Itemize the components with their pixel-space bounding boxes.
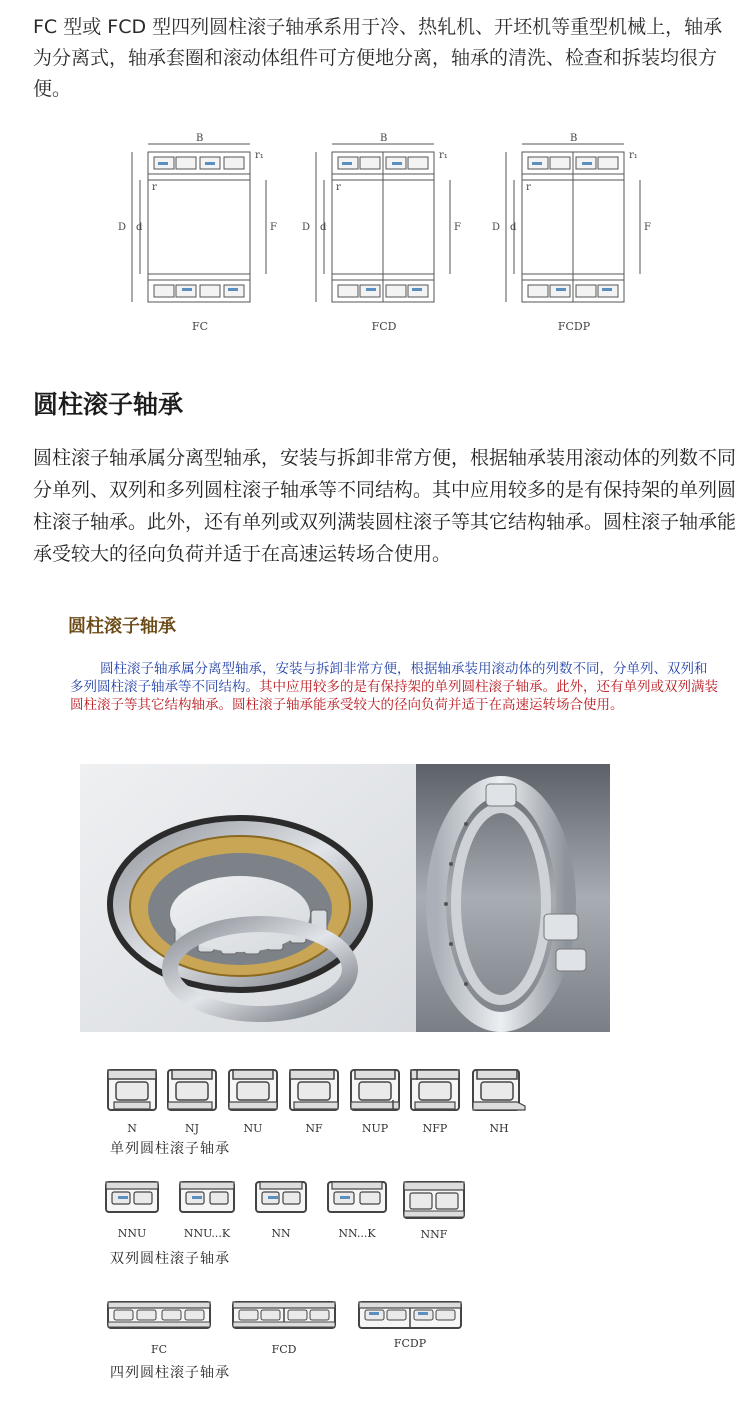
- card-title: 圆柱滚子轴承: [68, 616, 176, 637]
- bearing-nn-icon: [254, 1180, 308, 1214]
- bearing-fcd-icon: [231, 1300, 337, 1330]
- type-label-nup: NUP: [361, 1122, 389, 1135]
- bearing-type-nn-k: [326, 1180, 388, 1240]
- bearing-fc-icon: [106, 1300, 212, 1330]
- type-label-nf: NF: [305, 1122, 323, 1135]
- svg-text:r₁: r₁: [439, 150, 448, 161]
- bearing-nj-icon: [166, 1068, 218, 1112]
- bearing-type-nu: [227, 1068, 279, 1135]
- diagram-fcdp: [484, 130, 664, 340]
- svg-text:D: D: [302, 222, 311, 233]
- bearing-photo-brass-cage: [80, 764, 416, 1032]
- label-F: F: [270, 222, 277, 233]
- diagram-fcd: [294, 130, 474, 340]
- four-row-label: 四列圆柱滚子轴承: [110, 1365, 230, 1381]
- bearing-type-nh: [471, 1068, 527, 1135]
- section-body: 圆柱滚子轴承属分离型轴承，安装与拆卸非常方便，根据轴承装用滚动体的列数不同分单列、双列和多列圆柱滚子轴承等不同结构。其中应用较多的是有保持架的单列圆柱滚子轴承。此外，还有单列或双列满装圆柱滚子等其它结构轴承。圆柱滚子轴承能承受较大的径向负荷并适于在高速运转场合使用。: [33, 447, 737, 565]
- bearing-nn-k-icon: [326, 1180, 388, 1214]
- type-label-nnf: NNF: [420, 1228, 448, 1241]
- diagram-caption-fcdp: FCDP: [557, 320, 591, 333]
- double-row-label: 双列圆柱滚子轴承: [110, 1251, 230, 1267]
- svg-text:F: F: [454, 222, 461, 233]
- bearing-type-nj: [166, 1068, 218, 1135]
- card-body-blue: 圆柱滚子轴承属分离型轴承，安装与拆卸非常方便，根据轴承装用滚动体的列数不同，分单列、双列和多列圆柱滚子轴承等不同结构。: [70, 661, 708, 695]
- type-label-nn: NN: [271, 1227, 291, 1240]
- type-label-n: N: [127, 1122, 137, 1135]
- intro-paragraph: FC 型或 FCD 型四列圆柱滚子轴承系用于冷、热轧机、开坯机等重型机械上，轴承为分离式，轴承套圈和滚动体组件可方便地分离，轴承的清洗、检查和拆装均很方便。: [33, 16, 723, 100]
- bearing-type-fcd: [231, 1300, 337, 1356]
- bearing-nnu-k-icon: [178, 1180, 236, 1214]
- bearing-type-nup: [349, 1068, 401, 1135]
- bearing-type-nnu-k: [178, 1180, 236, 1240]
- type-label-nnu-k: NNU...K: [183, 1227, 231, 1240]
- bearing-photo-cutaway: [416, 764, 610, 1032]
- fcd-cross-section-drawing: [294, 130, 474, 315]
- single-row-label: 单列圆柱滚子轴承: [110, 1141, 230, 1157]
- bearing-nup-icon: [349, 1068, 401, 1112]
- type-label-nnu: NNU: [117, 1227, 147, 1240]
- fcdp-cross-section-drawing: [484, 130, 664, 315]
- type-label-fcdp: FCDP: [393, 1337, 427, 1350]
- label-b: B: [196, 133, 204, 144]
- bearing-type-fcdp: [357, 1300, 463, 1350]
- card-body-red: 其中应用较多的是有保持架的单列圆柱滚子轴承。此外，还有单列或双列满装圆柱滚子等其它结构轴承。圆柱滚子轴承能承受较大的径向负荷并适于在高速运转场合使用。: [70, 679, 718, 713]
- bearing-nnf-icon: [402, 1180, 466, 1220]
- svg-text:B: B: [380, 133, 388, 144]
- fc-cross-section-drawing: [110, 130, 290, 315]
- type-label-nu: NU: [243, 1122, 263, 1135]
- label-d: d: [136, 222, 143, 233]
- bearing-type-fc: [106, 1300, 212, 1356]
- svg-text:r: r: [526, 182, 531, 193]
- type-label-nfp: NFP: [422, 1122, 448, 1135]
- label-r1: r₁: [255, 150, 264, 161]
- diagram-fc: [110, 130, 290, 340]
- diagram-caption-fc: FC: [191, 320, 209, 333]
- svg-text:D: D: [492, 222, 501, 233]
- label-r: r: [152, 182, 157, 193]
- type-label-nh: NH: [489, 1122, 509, 1135]
- bearing-type-nf: [288, 1068, 340, 1135]
- type-label-nn-k: NN...K: [338, 1227, 376, 1240]
- svg-text:r₁: r₁: [629, 150, 638, 161]
- bearing-type-nnf: [402, 1180, 466, 1241]
- svg-text:d: d: [510, 222, 517, 233]
- bearing-fcdp-icon: [357, 1300, 463, 1330]
- svg-text:B: B: [570, 133, 578, 144]
- label-D: D: [118, 222, 127, 233]
- type-label-nj: NJ: [184, 1122, 200, 1135]
- svg-text:F: F: [644, 222, 651, 233]
- bearing-type-nn: [254, 1180, 308, 1240]
- section-title: 圆柱滚子轴承: [33, 390, 184, 419]
- svg-text:r: r: [336, 182, 341, 193]
- card-body: [70, 660, 720, 714]
- diagram-caption-fcd: FCD: [371, 320, 397, 333]
- type-label-fcd: FCD: [271, 1343, 297, 1356]
- bearing-type-nnu: [104, 1180, 160, 1240]
- svg-text:d: d: [320, 222, 327, 233]
- bearing-n-icon: [106, 1068, 158, 1112]
- bearing-nnu-icon: [104, 1180, 160, 1214]
- bearing-type-n: [106, 1068, 158, 1135]
- bearing-nfp-icon: [409, 1068, 461, 1112]
- type-label-fc: FC: [150, 1343, 168, 1356]
- bearing-nh-icon: [471, 1068, 527, 1112]
- bearing-type-nfp: [409, 1068, 461, 1135]
- bearing-nf-icon: [288, 1068, 340, 1112]
- bearing-nu-icon: [227, 1068, 279, 1112]
